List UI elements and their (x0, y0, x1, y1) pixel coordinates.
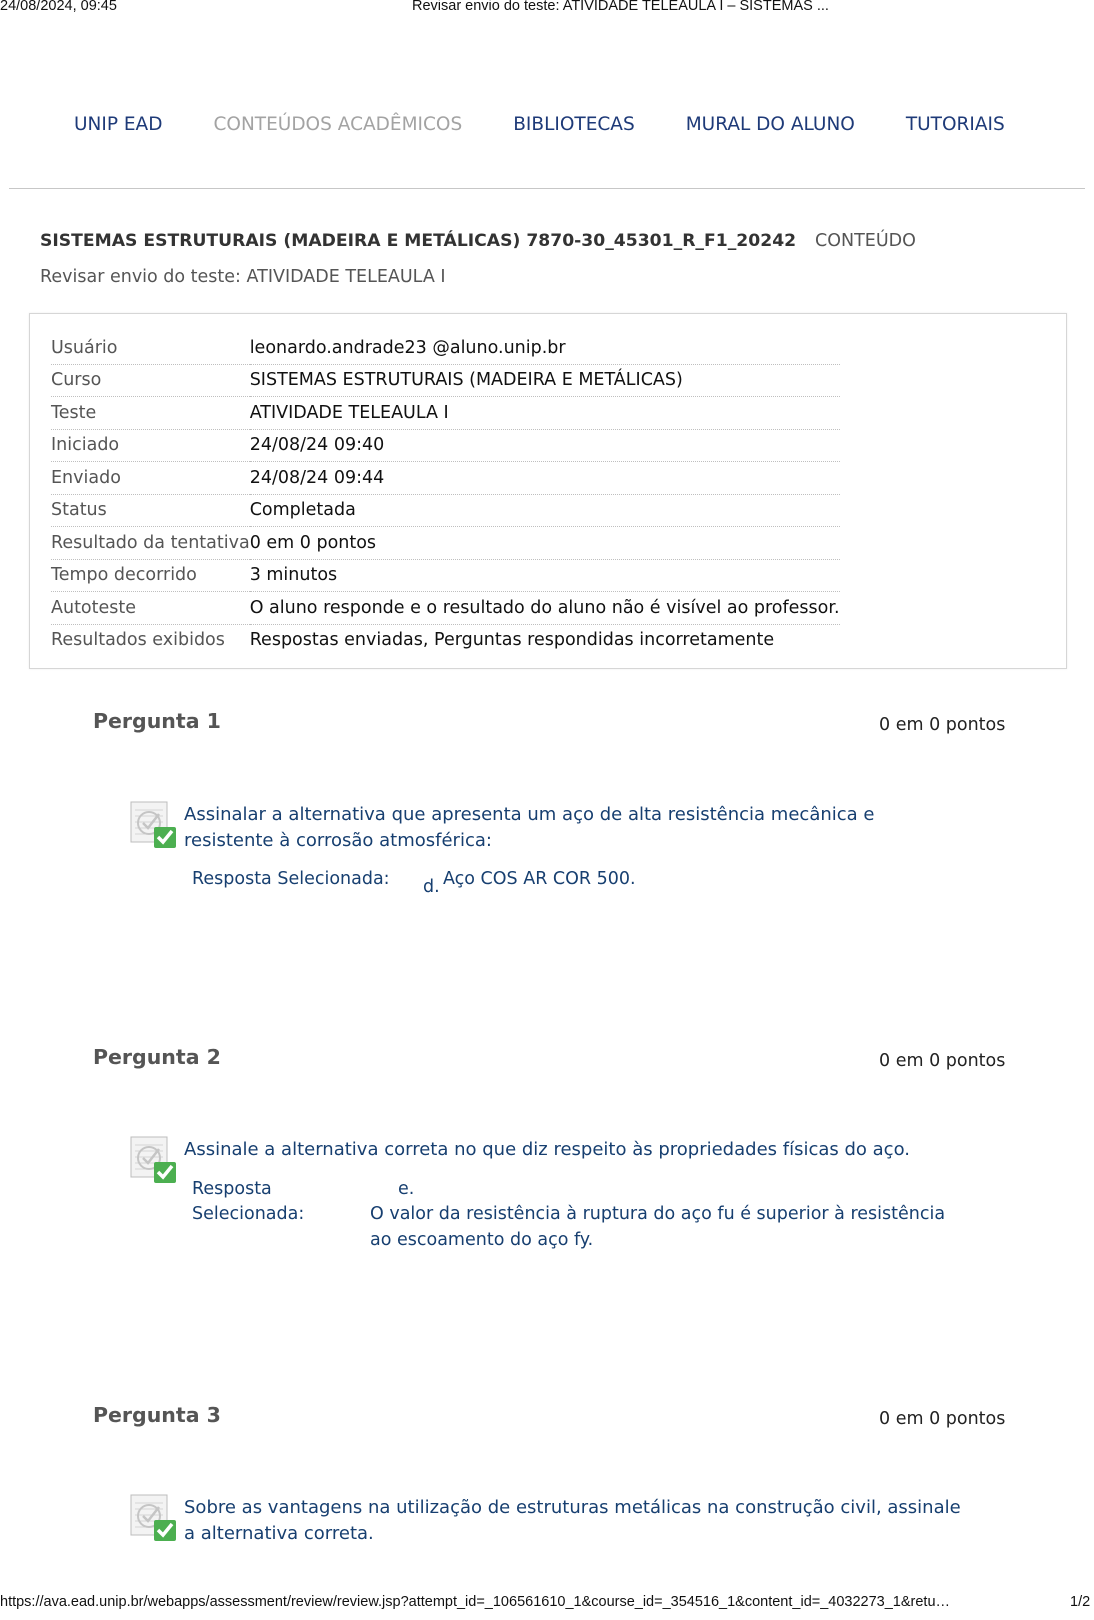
question-1-answer-letter: d. (423, 877, 440, 897)
nav-conteudos-academicos[interactable]: CONTEÚDOS ACADÊMICOS (213, 114, 463, 135)
info-row (51, 332, 840, 364)
question-3-title: Pergunta 3 (93, 1403, 221, 1427)
print-page-title: Revisar envio do teste: ATIVIDADE TELEAULA I – SISTEMAS ... (412, 0, 829, 14)
info-key: Teste (51, 397, 250, 430)
content-link[interactable]: CONTEÚDO (815, 231, 916, 251)
question-3-text: Sobre as vantagens na utilização de estruturas metálicas na construção civil, assinale a alternativa correta. (184, 1497, 961, 1544)
info-key: Autoteste (51, 592, 250, 625)
info-key: Resultado da tentativa (51, 527, 250, 560)
question-2-text: Assinale a alternativa correta no que diz respeito às propriedades físicas do aço. (184, 1139, 910, 1160)
attempt-info-table (51, 332, 840, 656)
info-row (51, 429, 840, 462)
print-datetime: 24/08/2024, 09:45 (0, 0, 117, 14)
question-1-text: Assinalar a alternativa que apresenta um aço de alta resistência mecânica e resistente à corrosão atmosférica: (184, 804, 875, 851)
info-value: Completada (250, 494, 840, 527)
top-navigation (74, 114, 1056, 135)
info-value: 24/08/24 09:40 (250, 429, 840, 462)
question-3-points: 0 em 0 pontos (879, 1409, 1006, 1429)
correct-answer-icon (130, 1136, 178, 1184)
nav-divider (9, 188, 1085, 189)
info-value: 24/08/24 09:44 (250, 462, 840, 495)
print-url: https://ava.ead.unip.br/webapps/assessment/review/review.jsp?attempt_id=_106561610_1&course_id=_354516_1&content_id=_4032273_1&retu… (0, 1594, 951, 1610)
nav-bibliotecas[interactable]: BIBLIOTECAS (513, 114, 635, 135)
info-value: Respostas enviadas, Perguntas respondidas incorretamente (249, 630, 775, 651)
breadcrumb: Revisar envio do teste: ATIVIDADE TELEAULA I (40, 267, 446, 287)
nav-unip-ead[interactable]: UNIP EAD (74, 114, 163, 135)
question-2-answer-label: Resposta (192, 1179, 272, 1199)
question-2-answer-label: Selecionada: (192, 1204, 305, 1224)
info-key: Curso (51, 364, 250, 397)
info-row (51, 462, 840, 495)
info-row (51, 397, 840, 430)
nav-tutoriais[interactable]: TUTORIAIS (905, 114, 1005, 135)
info-key: Usuário (51, 332, 250, 364)
print-page-number: 1/2 (1070, 1594, 1091, 1610)
info-value: SISTEMAS ESTRUTURAIS (MADEIRA E METÁLICAS) (250, 364, 840, 397)
info-value: 3 minutos (250, 559, 840, 592)
question-1-points: 0 em 0 pontos (879, 715, 1006, 735)
correct-answer-icon (130, 1494, 178, 1542)
nav-mural-do-aluno[interactable]: MURAL DO ALUNO (685, 114, 855, 135)
correct-answer-icon (130, 801, 178, 849)
question-1-answer-text: Aço COS AR COR 500. (443, 869, 636, 889)
question-2-title: Pergunta 2 (93, 1045, 221, 1069)
info-row (51, 624, 840, 656)
info-key: Iniciado (51, 429, 250, 462)
info-row (51, 494, 840, 527)
info-row (51, 559, 840, 592)
question-2-answer-text: O valor da resistência à ruptura do aço fu é superior à resistência ao escoamento do aço fy. (370, 1204, 946, 1250)
info-row (51, 592, 840, 625)
info-key: Status (51, 494, 250, 527)
info-key: Resultados exibidos (51, 630, 225, 651)
info-value: leonardo.andrade23 @aluno.unip.br (250, 332, 840, 364)
info-row (51, 364, 840, 397)
question-2-points: 0 em 0 pontos (879, 1051, 1006, 1071)
question-2-answer-letter: e. (398, 1179, 415, 1199)
course-title: SISTEMAS ESTRUTURAIS (MADEIRA E METÁLICAS) 7870-30_45301_R_F1_20242 (40, 231, 797, 251)
question-1-answer-label: Resposta Selecionada: (192, 869, 390, 889)
info-row (51, 527, 840, 560)
info-value: O aluno responde e o resultado do aluno não é visível ao professor. (250, 592, 840, 625)
question-1-title: Pergunta 1 (93, 709, 221, 733)
info-value: 0 em 0 pontos (250, 527, 840, 560)
info-key: Enviado (51, 462, 250, 495)
info-key: Tempo decorrido (51, 559, 250, 592)
info-value: ATIVIDADE TELEAULA I (250, 397, 840, 430)
